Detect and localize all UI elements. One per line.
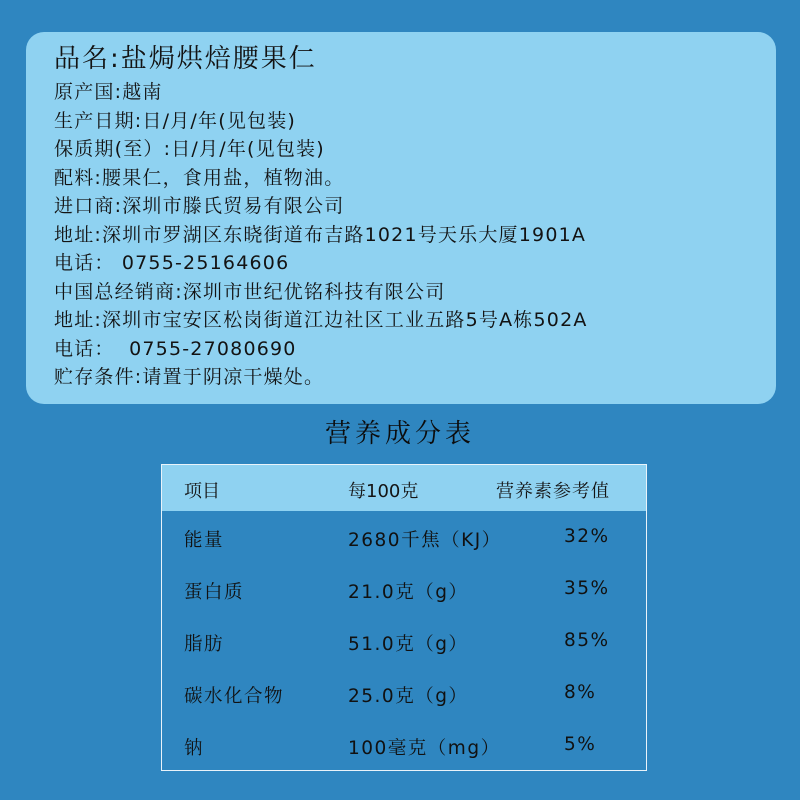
nutrient-nrv: 5% (564, 734, 597, 755)
nutrient-amount: 51.0克（g） (348, 634, 469, 655)
product-info-card (26, 32, 776, 404)
nutrient-name: 碳水化合物 (184, 686, 285, 707)
ingredients: 配料:腰果仁，食用盐，植物油。 (54, 166, 345, 189)
header-nrv: 营养素参考值 (496, 481, 610, 502)
distributor-address: 地址:深圳市宝安区松岗街道江边社区工业五路5号A栋502A (54, 309, 588, 331)
header-per-100g: 每100克 (348, 481, 419, 502)
table-row (162, 721, 646, 773)
table-row (162, 669, 646, 721)
table-row (162, 513, 646, 565)
distributor: 中国总经销商:深圳市世纪优铭科技有限公司 (54, 280, 446, 303)
nutrient-name: 蛋白质 (184, 582, 245, 603)
storage-conditions: 贮存条件:请置于阴凉干燥处。 (54, 366, 325, 388)
expiry-date: 保质期(至）:日/月/年(见包装) (54, 138, 325, 160)
origin-country: 原产国:越南 (54, 81, 163, 103)
nutrient-amount: 100毫克（mg） (348, 738, 501, 759)
production-date: 生产日期:日/月/年(见包装) (54, 109, 297, 132)
nutrient-nrv: 85% (564, 630, 610, 651)
nutrient-name: 能量 (184, 530, 225, 551)
nutrient-name: 脂肪 (184, 634, 225, 655)
nutrient-nrv: 35% (564, 578, 610, 599)
table-row (162, 565, 646, 617)
importer-address: 地址:深圳市罗湖区东晓街道布吉路1021号天乐大厦1901A (54, 223, 587, 246)
importer-phone: 电话： 0755-25164606 (54, 252, 290, 274)
importer: 进口商:深圳市滕氏贸易有限公司 (54, 195, 345, 217)
nutrition-table-header (162, 465, 646, 511)
nutrient-name: 钠 (184, 738, 205, 759)
product-name: 品名:盐焗烘焙腰果仁 (54, 44, 317, 74)
nutrition-table-title: 营养成分表 (324, 419, 475, 449)
nutrient-amount: 21.0克（g） (348, 582, 469, 603)
nutrient-nrv: 8% (564, 682, 597, 703)
distributor-phone: 电话： 0755-27080690 (54, 337, 297, 360)
nutrient-amount: 2680千焦（KJ） (348, 530, 502, 551)
nutrient-amount: 25.0克（g） (348, 686, 469, 707)
header-item: 项目 (184, 481, 220, 502)
table-row (162, 617, 646, 669)
nutrition-table (161, 464, 647, 771)
nutrient-nrv: 32% (564, 526, 610, 547)
